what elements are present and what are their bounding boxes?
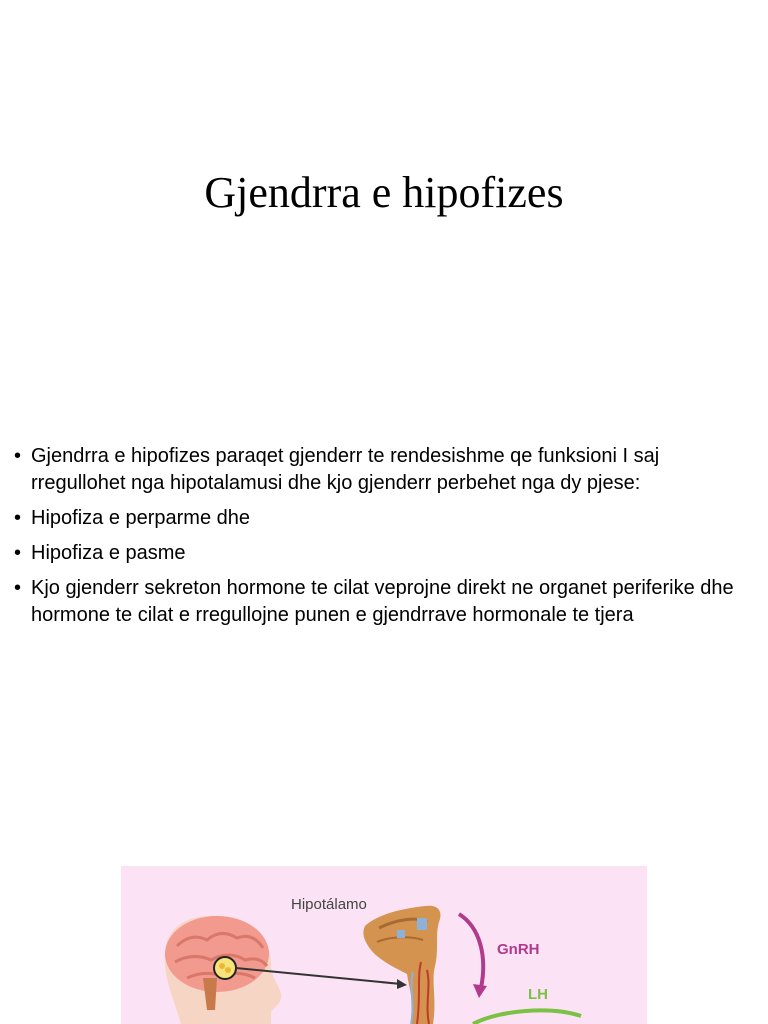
bullet-text: Kjo gjenderr sekreton hormone te cilat veprojne direkt ne organet periferike dhe hormone te cilat e rregullojne punen e gjendrrave hormonale te tjera — [31, 577, 734, 626]
bullet-text: Gjendrra e hipofizes paraqet gjenderr te rendesishme qe funksioni I saj rregullohet nga hipotalamusi dhe kjo gjenderr perbehet nga dy pjese: — [31, 445, 660, 494]
bullet-dot: • — [14, 445, 22, 467]
gnrh-label: GnRH — [497, 941, 540, 958]
anatomy-illustration — [121, 866, 647, 1024]
bullet-item — [14, 443, 749, 497]
lh-arrow — [473, 1010, 581, 1024]
bullet-item — [14, 505, 749, 532]
bullet-dot: • — [14, 542, 22, 564]
bullet-list — [14, 443, 749, 637]
hypothalamus-figure — [121, 866, 647, 1024]
slide-title: Gjendrra e hipofizes — [204, 168, 564, 217]
hypothalamus-label: Hipotálamo — [291, 896, 367, 913]
bullet-item — [14, 575, 749, 629]
bullet-text: Hipofiza e pasme — [31, 542, 186, 564]
hypothalamus-section — [363, 906, 440, 1024]
bullet-item — [14, 540, 749, 567]
gnrh-arrow — [459, 914, 483, 988]
bullet-dot: • — [14, 507, 22, 529]
bullet-text: Hipofiza e perparme dhe — [31, 507, 251, 529]
hypothalamus-highlight — [214, 957, 236, 979]
brain — [165, 916, 269, 992]
lh-label: LH — [528, 986, 548, 1003]
bullet-dot: • — [14, 577, 22, 599]
